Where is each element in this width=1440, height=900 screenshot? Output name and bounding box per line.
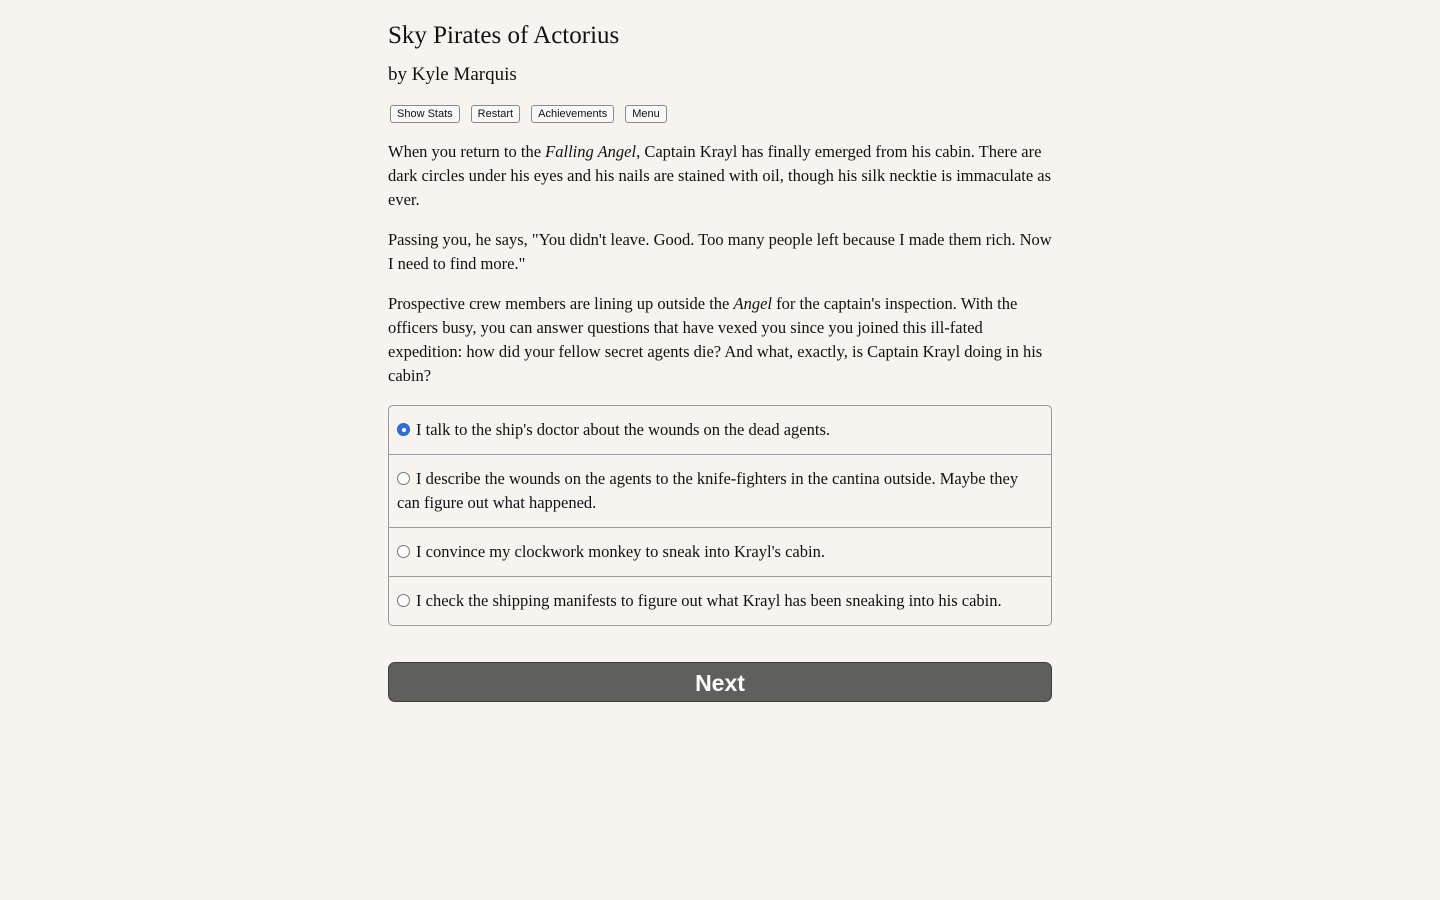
- radio-button[interactable]: [397, 594, 410, 607]
- ship-name: Falling Angel: [545, 142, 637, 161]
- choice-list: [388, 405, 1052, 626]
- toolbar: [390, 105, 667, 123]
- choice-option[interactable]: [389, 406, 1051, 454]
- choice-label: I describe the wounds on the agents to the knife-fighters in the cantina outside. Maybe they can figure out what happened.: [397, 469, 1019, 512]
- choice-label: I convince my clockwork monkey to sneak into Krayl's cabin.: [416, 542, 825, 561]
- story-paragraph: [388, 292, 1052, 388]
- choice-option[interactable]: [389, 454, 1051, 527]
- radio-button[interactable]: [397, 423, 410, 436]
- choice-option[interactable]: [389, 527, 1051, 576]
- ship-name: Angel: [733, 294, 772, 313]
- radio-button[interactable]: [397, 472, 410, 485]
- story-paragraph: [388, 140, 1052, 212]
- achievements-button[interactable]: Achievements: [531, 105, 614, 123]
- story-text-segment: Prospective crew members are lining up outside the: [388, 294, 734, 313]
- choice-label: I check the shipping manifests to figure out what Krayl has been sneaking into his cabin.: [416, 591, 1002, 610]
- game-title: Sky Pirates of Actorius: [388, 22, 620, 49]
- menu-button[interactable]: Menu: [625, 105, 667, 123]
- next-button[interactable]: Next: [388, 662, 1052, 702]
- restart-button[interactable]: Restart: [471, 105, 520, 123]
- choice-option[interactable]: [389, 576, 1051, 625]
- story-text-segment: for the captain's inspection. With the officers busy, you can answer questions that have vexed you since you joined this ill-fated expedition: how did your fellow secret agents die? And what, exactly, is Captain Krayl doing in his cabin?: [388, 294, 1043, 385]
- radio-button[interactable]: [397, 545, 410, 558]
- show-stats-button[interactable]: Show Stats: [390, 105, 460, 123]
- story-text-segment: When you return to the: [388, 142, 546, 161]
- story-text: [388, 140, 1052, 404]
- choice-label: I talk to the ship's doctor about the wounds on the dead agents.: [416, 420, 831, 439]
- story-paragraph: Passing you, he says, "You didn't leave. Good. Too many people left because I made them rich. Now I need to find more.": [388, 230, 1052, 273]
- game-author: by Kyle Marquis: [388, 64, 517, 85]
- story-text-segment: , Captain Krayl has finally emerged from his cabin. There are dark circles under his eyes and his nails are stained with oil, though his silk necktie is immaculate as ever.: [388, 142, 1052, 209]
